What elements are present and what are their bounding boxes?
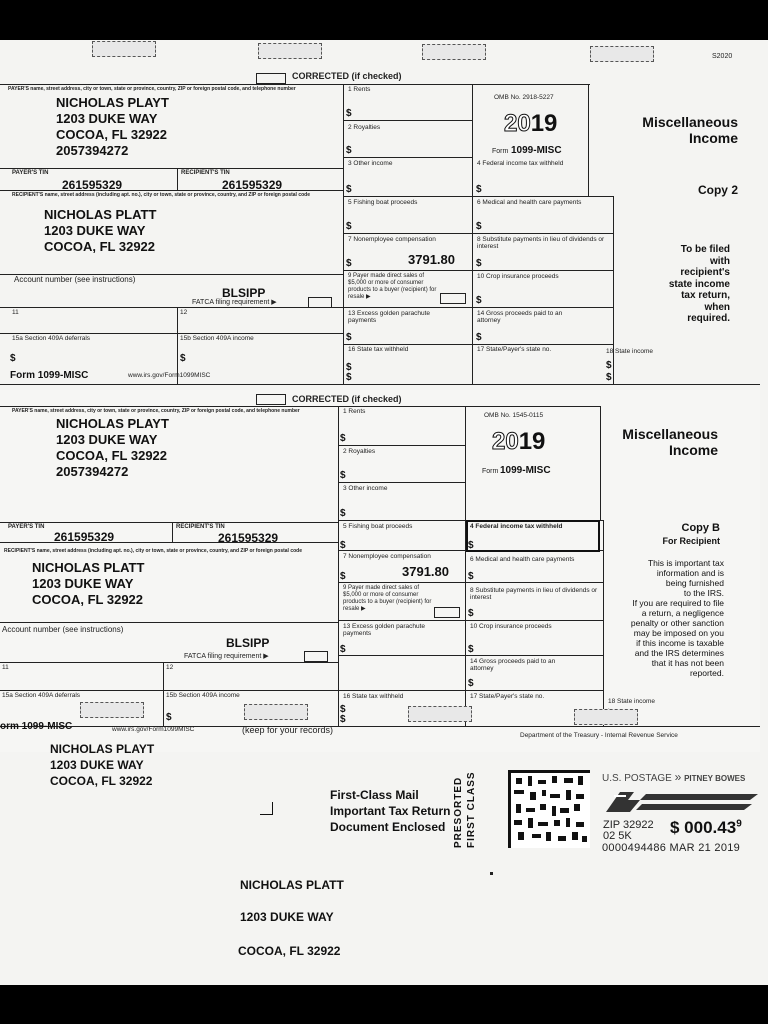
postage-serial-date: 0000494486 MAR 21 2019 <box>602 842 741 854</box>
perforation-tab <box>590 46 654 62</box>
addressee-street: 1203 DUKE WAY <box>240 910 334 924</box>
dollar-sign: $ <box>606 372 612 383</box>
dollar-sign: $ <box>346 184 352 195</box>
payer-tin: 261595329 <box>62 178 123 192</box>
payer-phone: 2057394272 <box>56 143 129 158</box>
perforation-tab <box>408 706 472 722</box>
fatca-checkbox[interactable] <box>304 651 328 662</box>
dollar-sign: $ <box>468 644 474 655</box>
sender-name: NICHOLAS PLAYT <box>50 742 155 756</box>
box-13-label: 13 Excess golden parachute payments <box>348 310 431 324</box>
form-footer-name: orm 1099-MISC <box>0 721 73 732</box>
postage-meter-logo-icon <box>600 786 762 816</box>
recipient-city: COCOA, FL 32922 <box>44 239 156 254</box>
dollar-sign: $ <box>476 184 482 195</box>
box-18-label: 18 State income <box>606 348 653 355</box>
box-5-label: 5 Fishing boat proceeds <box>343 523 413 530</box>
account-label: Account number (see instructions) <box>2 625 124 634</box>
box-15b-label: 15b Section 409A income <box>180 335 254 342</box>
box-4-label: 4 Federal income tax withheld <box>477 160 564 167</box>
dollar-sign: $ <box>166 712 172 723</box>
nonemployee-compensation: 3791.80 <box>408 252 455 267</box>
omb-number: OMB No. 2918-5227 <box>494 94 554 101</box>
copy-label: Copy B For Recipient <box>662 522 720 546</box>
recipient-tin-label: RECIPIENT'S TIN <box>181 170 230 176</box>
dollar-sign: $ <box>476 258 482 269</box>
form-1099-misc-copy-2 <box>0 70 760 422</box>
payer-city: COCOA, FL 32922 <box>56 448 168 463</box>
box-2-label: 2 Royalties <box>348 124 381 131</box>
sender-city: COCOA, FL 32922 <box>50 774 153 788</box>
corrected-checkbox[interactable] <box>256 394 286 405</box>
addressee-name: NICHOLAS PLATT <box>240 878 344 892</box>
postage-amount: $ 000.43$^9$ <box>670 818 742 837</box>
keep-records-note: (keep for your records) <box>242 725 334 735</box>
box-17-label: 17 State/Payer's state no. <box>477 346 552 353</box>
payer-name: NICHOLAS PLAYT <box>56 95 169 110</box>
recipient-name: NICHOLAS PLATT <box>44 207 157 222</box>
ink-dot <box>490 872 493 875</box>
mailer-section <box>0 730 768 985</box>
box-9-checkbox[interactable] <box>440 293 466 304</box>
dollar-sign: $ <box>346 332 352 343</box>
account-number: BLSIPP <box>222 286 266 300</box>
dollar-sign: $ <box>340 714 346 725</box>
perforation-tab <box>80 702 144 718</box>
corner-mark <box>260 802 273 815</box>
dollar-sign: $ <box>468 540 474 551</box>
dollar-sign: $ <box>10 353 16 364</box>
perforation-tab <box>92 41 156 57</box>
recipient-city: COCOA, FL 32922 <box>32 592 144 607</box>
box-1-label: 1 Rents <box>348 86 371 93</box>
fatca-label: FATCA filing requirement ▶ <box>192 299 277 306</box>
box-6-label: 6 Medical and health care payments <box>470 556 575 563</box>
box-9-label: 9 Payer made direct sales of $5,000 or more of consumer products to a buyer (recipient) for resale ▶ <box>348 273 437 300</box>
corrected-checkbox[interactable] <box>256 73 286 84</box>
copy-b-instructions: This is important tax information and is being furnished to the IRS. If you are required to file a return, a negligence penalty or other sanction may be imposed on you if this income is taxable and the IRS determines that it has not been reported. <box>630 558 724 678</box>
box-15a-label: 15a Section 409A deferrals <box>12 335 91 342</box>
form-label: Form <box>482 468 499 475</box>
document-enclosed: Document Enclosed <box>330 820 446 834</box>
addressee-city: COCOA, FL 32922 <box>238 944 341 958</box>
payer-city: COCOA, FL 32922 <box>56 127 168 142</box>
box-1-label: 1 Rents <box>343 408 366 415</box>
dollar-sign: $ <box>468 571 474 582</box>
perforation-tab <box>574 709 638 725</box>
recipient-street: 1203 DUKE WAY <box>32 576 134 591</box>
perforation-tab <box>244 704 308 720</box>
payer-label: PAYER'S name, street address, city or town, state or province, country, ZIP or foreign postal code, and telephone number <box>12 408 300 414</box>
postage-header: U.S. POSTAGE » PITNEY BOWES <box>602 770 746 784</box>
recipient-tin-label: RECIPIENT'S TIN <box>176 524 225 530</box>
sender-street: 1203 DUKE WAY <box>50 758 144 772</box>
form-footer-name: Form 1099-MISC <box>10 370 89 381</box>
payer-name: NICHOLAS PLAYT <box>56 416 169 431</box>
fatca-checkbox[interactable] <box>308 297 332 308</box>
box-7-label: 7 Nonemployee compensation <box>343 553 431 560</box>
omb-number: OMB No. 1545-0115 <box>484 412 544 419</box>
payer-label: PAYER'S name, street address, city or town, state or province, country, ZIP or foreign postal code, and telephone number <box>8 86 296 92</box>
corrected-label: CORRECTED (if checked) <box>292 394 402 404</box>
box-14-label: 14 Gross proceeds paid to an attorney <box>470 658 556 672</box>
box-11-label: 11 <box>12 309 19 316</box>
form-title: Miscellaneous Income <box>622 426 718 458</box>
box-12-label: 12 <box>166 664 174 671</box>
postage-zip: ZIP 32922 02 5K <box>603 819 654 842</box>
recipient-name: NICHOLAS PLATT <box>32 560 145 575</box>
dollar-sign: $ <box>340 433 346 444</box>
postage-2d-barcode <box>508 770 590 848</box>
dollar-sign: $ <box>606 360 612 371</box>
box-4-label: 4 Federal income tax withheld <box>470 523 563 530</box>
box-11-label: 11 <box>2 664 9 671</box>
perforation-tab <box>258 43 322 59</box>
dollar-sign: $ <box>346 372 352 383</box>
box-12-label: 12 <box>180 309 188 316</box>
corrected-label: CORRECTED (if checked) <box>292 71 402 81</box>
box-8-label: 8 Substitute payments in lieu of dividends or interest <box>477 236 605 250</box>
box-5-label: 5 Fishing boat proceeds <box>348 199 418 206</box>
dollar-sign: $ <box>340 470 346 481</box>
tax-year: 2019 <box>504 110 558 137</box>
payer-phone: 2057394272 <box>56 464 129 479</box>
box-8-label: 8 Substitute payments in lieu of dividends or interest <box>470 587 598 601</box>
dollar-sign: $ <box>476 332 482 343</box>
payer-street: 1203 DUKE WAY <box>56 111 158 126</box>
recipient-label: RECIPIENT'S name, street address (including apt. no.), city or town, state or province, country, and ZIP or foreign postal code <box>4 548 302 554</box>
dollar-sign: $ <box>476 295 482 306</box>
irs-url: www.irs.gov/Form1099MISC <box>128 372 211 379</box>
box-10-label: 10 Crop insurance proceeds <box>477 273 559 280</box>
dollar-sign: $ <box>340 571 346 582</box>
account-number: BLSIPP <box>226 636 270 650</box>
recipient-street: 1203 DUKE WAY <box>44 223 146 238</box>
presorted-first-class: PRESORTED FIRST CLASS <box>453 771 477 848</box>
box-18-label: 18 State income <box>608 698 655 705</box>
box-13-label: 13 Excess golden parachute payments <box>343 623 426 637</box>
dollar-sign: $ <box>180 353 186 364</box>
dollar-sign: $ <box>476 221 482 232</box>
department-label: Department of the Treasury - Internal Revenue Service <box>520 732 678 739</box>
box-14-label: 14 Gross proceeds paid to an attorney <box>477 310 563 324</box>
box-15b-label: 15b Section 409A income <box>166 692 240 699</box>
box-6-label: 6 Medical and health care payments <box>477 199 582 206</box>
copy-2-instructions: To be filed with recipient's state income tax return, when required. <box>668 244 730 324</box>
dollar-sign: $ <box>340 540 346 551</box>
box-3-label: 3 Other income <box>343 485 388 492</box>
recipient-label: RECIPIENT'S name, street address (including apt. no.), city or town, state or province, country, and ZIP or foreign postal code <box>12 192 310 198</box>
nonemployee-compensation: 3791.80 <box>402 564 449 579</box>
box-16-label: 16 State tax withheld <box>343 693 404 700</box>
box-9-checkbox[interactable] <box>434 607 460 618</box>
payer-tin-label: PAYER'S TIN <box>12 170 49 176</box>
dollar-sign: $ <box>468 608 474 619</box>
perforation-tab <box>422 44 486 60</box>
dollar-sign: $ <box>340 508 346 519</box>
dollar-sign: $ <box>346 108 352 119</box>
dollar-sign: $ <box>346 258 352 269</box>
form-1099-misc-copy-b <box>0 390 760 752</box>
form-name: 1099-MISC <box>511 145 562 156</box>
box-3-label: 3 Other income <box>348 160 393 167</box>
box-10-label: 10 Crop insurance proceeds <box>470 623 552 630</box>
dollar-sign: $ <box>346 362 352 373</box>
tax-year: 2019 <box>492 428 546 455</box>
box-17-label: 17 State/Payer's state no. <box>470 693 545 700</box>
form-code: S2020 <box>712 53 733 60</box>
recipient-tin: 261595329 <box>218 531 279 545</box>
account-label: Account number (see instructions) <box>14 275 136 284</box>
form-label: Form <box>492 148 509 155</box>
copy-label: Copy 2 <box>697 183 738 197</box>
important-tax-return: Important Tax Return <box>330 804 451 818</box>
fatca-label: FATCA filing requirement ▶ <box>184 653 269 660</box>
tax-document-sheet <box>0 40 768 985</box>
box-15a-label: 15a Section 409A deferrals <box>2 692 81 699</box>
dollar-sign: $ <box>468 678 474 689</box>
box-16-label: 16 State tax withheld <box>348 346 409 353</box>
dollar-sign: $ <box>340 644 346 655</box>
box-2-label: 2 Royalties <box>343 448 376 455</box>
payer-tin-label: PAYER'S TIN <box>8 524 45 530</box>
form-name: 1099-MISC <box>500 465 551 476</box>
dollar-sign: $ <box>346 221 352 232</box>
dollar-sign: $ <box>340 704 346 715</box>
payer-tin: 261595329 <box>54 530 115 544</box>
first-class-mail: First-Class Mail <box>330 788 419 802</box>
recipient-tin: 261595329 <box>222 178 283 192</box>
dollar-sign: $ <box>346 145 352 156</box>
irs-url: www.irs.gov/Form1099MISC <box>112 726 195 733</box>
payer-street: 1203 DUKE WAY <box>56 432 158 447</box>
box-7-label: 7 Nonemployee compensation <box>348 236 436 243</box>
box-9-label: 9 Payer made direct sales of $5,000 or more of consumer products to a buyer (recipient) for resale ▶ <box>343 585 432 612</box>
form-title: Miscellaneous Income <box>642 114 738 146</box>
